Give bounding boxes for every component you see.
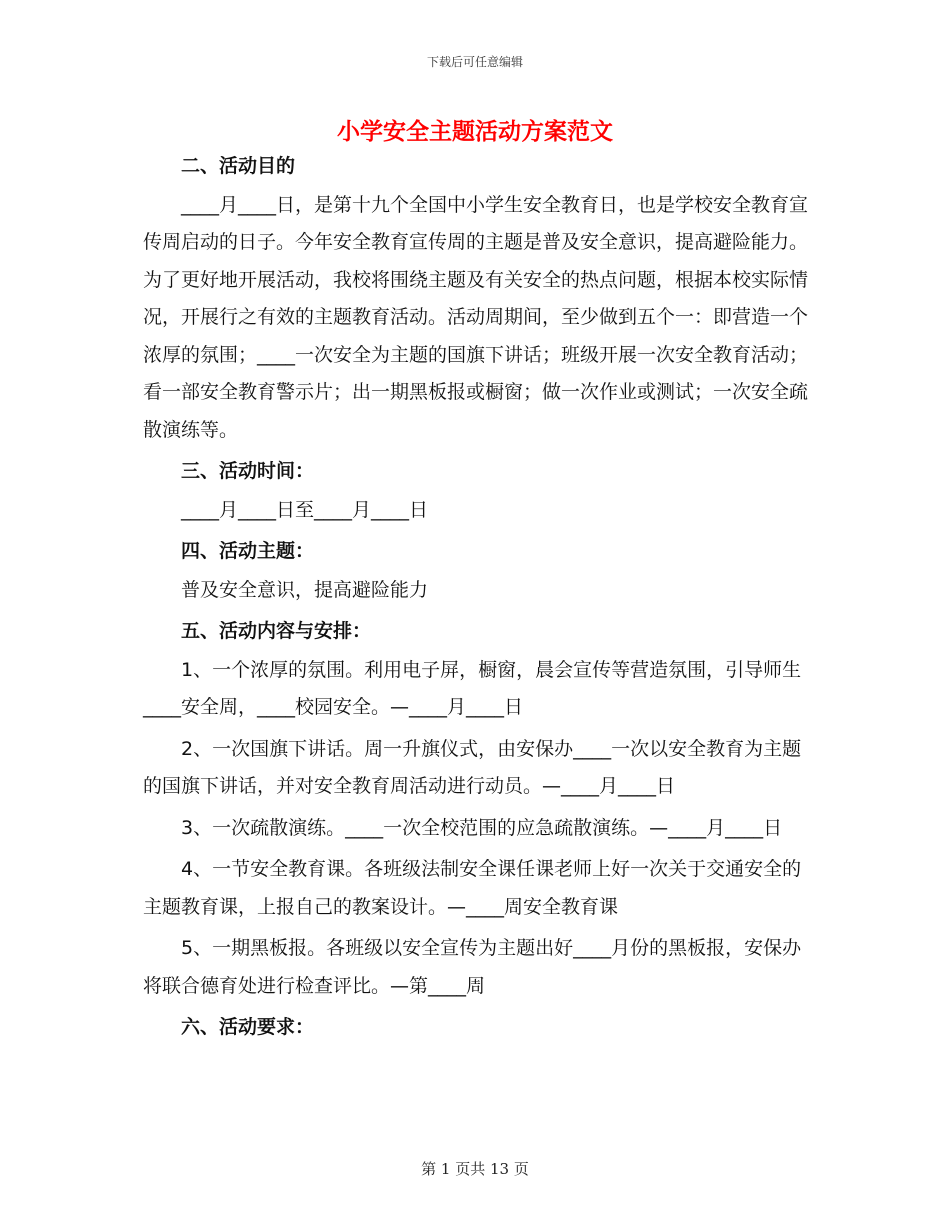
document-body [143, 148, 808, 1048]
section-paragraph-purpose: ____月____日，是第十九个全国中小学生安全教育日，也是学校安全教育宣传周启动的日子。今年安全教育宣传周的主题是普及安全意识，提高避险能力。为了更好地开展活动，我校将围绕主题及有关安全的热点问题，根据本校实际情况，开展行之有效的主题教育活动。活动周期间，至少做到五个一：即营造一个浓厚的氛围；____一次安全为主题的国旗下讲话；班级开展一次安全教育活动；看一部安全教育警示片；出一期黑板报或橱窗；做一次作业或测试；一次安全疏散演练等。 [143, 193, 809, 441]
section-paragraph-time: ____月____日至____月____日 [181, 498, 429, 521]
section-heading-requirements: 六、活动要求： [181, 1016, 315, 1038]
list-item: 4、一节安全教育课。各班级法制安全课任课老师上好一次关于交通安全的主题教育课，上报自己的教案设计。—____周安全教育课 [143, 858, 802, 918]
section-heading-theme: 四、活动主题： [181, 540, 315, 562]
list-item: 5、一期黑板报。各班级以安全宣传为主题出好____月份的黑板报，安保办将联合德育处进行检查评比。—第____周 [143, 937, 802, 997]
header-note: 下载后可任意编辑 [426, 55, 523, 69]
list-item: 3、一次疏散演练。____一次全校范围的应急疏散演练。—____月____日 [181, 816, 783, 839]
section-paragraph-theme: 普及安全意识，提高避险能力 [181, 578, 429, 601]
section-heading-purpose: 二、活动目的 [181, 155, 296, 177]
list-item: 1、一个浓厚的氛围。利用电子屏，橱窗，晨会宣传等营造氛围，引导师生____安全周，____校园安全。—____月____日 [143, 658, 802, 718]
page-number: 第 1 页共 13 页 [421, 1160, 529, 1178]
document-title: 小学安全主题活动方案范文 [337, 119, 613, 145]
section-heading-time: 三、活动时间： [181, 460, 315, 482]
list-item: 2、一次国旗下讲话。周一升旗仪式，由安保办____一次以安全教育为主题的国旗下讲话，并对安全教育周活动进行动员。—____月____日 [143, 737, 802, 797]
section-heading-content: 五、活动内容与安排： [181, 620, 372, 642]
